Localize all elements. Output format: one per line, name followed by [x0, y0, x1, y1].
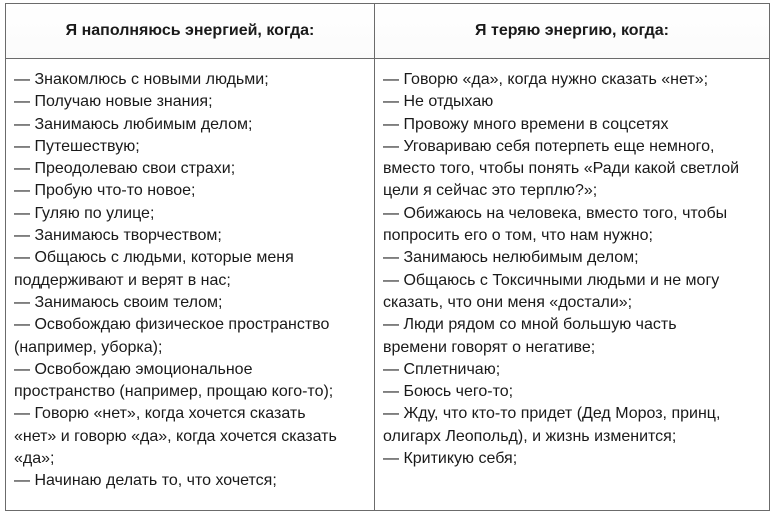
list-item: — Провожу много времени в соцсетях: [383, 115, 669, 133]
list-item: — Получаю новые знания;: [14, 93, 213, 111]
list-item: олигарх Леопольд), и жизнь изменится;: [383, 427, 677, 445]
list-item: — Говорю «да», когда нужно сказать «нет»;: [383, 71, 709, 88]
list-item: вместо того, чтобы понять «Ради какой светлой: [383, 160, 740, 178]
right-column-list: [375, 59, 769, 510]
list-item: времени говорят о негативе;: [383, 338, 596, 356]
list-item: — Не отдыхаю: [383, 93, 494, 111]
list-item: — Люди рядом со мной большую часть: [383, 316, 677, 334]
list-item: — Критикую себя;: [383, 450, 518, 468]
list-item: — Занимаюсь своим телом;: [14, 293, 223, 311]
comparison-table: [5, 3, 770, 511]
left-column-header: Я наполняюсь энергией, когда:: [6, 4, 375, 59]
list-item: — Говорю «нет», когда хочется сказать: [14, 405, 306, 423]
list-item: — Общаюсь с людьми, которые меня: [14, 249, 294, 267]
list-item: «нет» и говорю «да», когда хочется сказать: [14, 427, 337, 445]
list-item: поддерживают и верят в нас;: [14, 271, 231, 289]
list-item: цели я сейчас это терплю?»;: [383, 182, 598, 200]
list-item: — Начинаю делать то, что хочется;: [14, 472, 277, 490]
list-item: (например, уборка);: [14, 338, 163, 356]
list-item: — Уговариваю себя потерпеть еще немного,: [383, 137, 715, 155]
list-item: пространство (например, прощаю кого-то);: [14, 383, 334, 401]
list-item: — Пробую что-то новое;: [14, 182, 196, 200]
list-item: — Жду, что кто-то придет (Дед Мороз, принц,: [383, 405, 721, 423]
right-column-header: Я теряю энергию, когда:: [375, 4, 769, 59]
list-item: — Занимаюсь творчеством;: [14, 227, 222, 245]
list-item: — Занимаюсь нелюбимым делом;: [383, 249, 639, 267]
list-item: — Освобождаю эмоциональное: [14, 360, 253, 378]
list-item: — Преодолеваю свои страхи;: [14, 160, 236, 178]
list-item: — Общаюсь с Токсичными людьми и не могу: [383, 271, 720, 289]
list-item: — Сплетничаю;: [383, 360, 501, 378]
list-item: — Занимаюсь любимым делом;: [14, 115, 253, 133]
list-item: — Гуляю по улице;: [14, 204, 155, 222]
list-item: сказать, что они меня «достали»;: [383, 293, 633, 311]
list-item: — Боюсь чего-то;: [383, 383, 514, 401]
list-item: «да»;: [14, 450, 55, 468]
list-item: — Обижаюсь на человека, вместо того, чтобы: [383, 204, 728, 222]
list-item: — Путешествую;: [14, 137, 140, 155]
list-item: — Освобождаю физическое пространство: [14, 316, 330, 334]
list-item: — Знакомлюсь с новыми людьми;: [14, 71, 269, 88]
list-item: попросить его о том, что нам нужно;: [383, 227, 653, 245]
left-column-list: [6, 59, 375, 510]
